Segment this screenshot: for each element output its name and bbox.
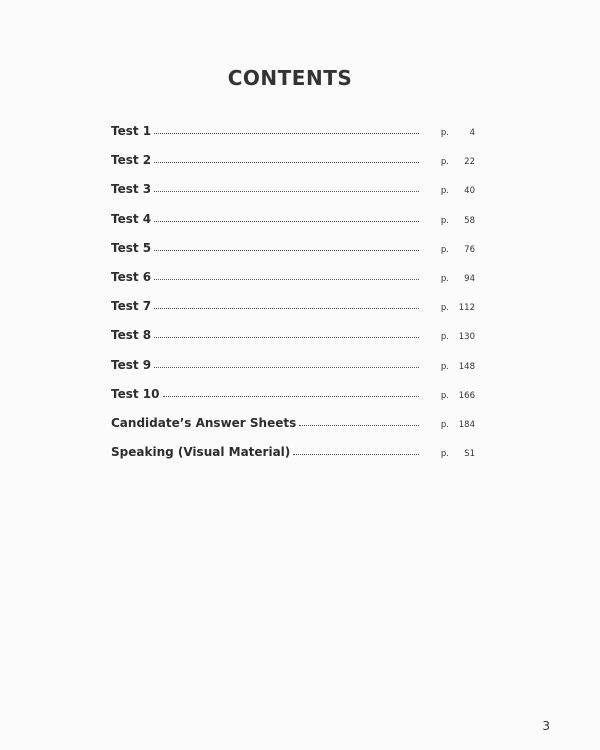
toc-page-prefix: p. (440, 390, 449, 401)
toc-page-prefix: p. (440, 303, 449, 314)
toc-page-prefix: p. (440, 186, 449, 197)
toc-page-number: 94 (464, 273, 475, 284)
toc-page-prefix: p. (440, 215, 449, 226)
toc-entry (111, 241, 475, 270)
toc-entry-label: Test 6 (111, 269, 152, 284)
toc-entry-label: Candidate’s Answer Sheets (111, 415, 297, 430)
dot-leader (163, 396, 420, 397)
toc-page-prefix: p. (440, 273, 449, 284)
toc-entry-label: Test 9 (111, 357, 152, 372)
toc-page-prefix: p. (440, 128, 449, 138)
toc-entry (111, 124, 475, 153)
dot-leader (154, 308, 419, 309)
page-number: 3 (542, 719, 550, 733)
toc-page-prefix: p. (440, 449, 449, 460)
toc-page-number: 76 (464, 244, 475, 255)
toc-page-number: 112 (458, 303, 475, 314)
dot-leader (293, 454, 419, 455)
toc-entry (111, 299, 475, 328)
toc-page-number: 40 (464, 186, 475, 197)
toc-page-number: 4 (469, 128, 475, 138)
table-of-contents (111, 124, 475, 474)
toc-entry (111, 270, 475, 299)
toc-entry (111, 328, 475, 357)
toc-page-number: 22 (464, 157, 475, 168)
toc-page-prefix: p. (440, 332, 449, 343)
toc-page-number: 148 (458, 361, 475, 372)
dot-leader (154, 367, 419, 368)
toc-page-number: 58 (464, 215, 475, 226)
toc-entry (111, 153, 475, 182)
page-title: CONTENTS (227, 66, 353, 90)
dot-leader (154, 337, 419, 338)
toc-entry-label: Test 1 (111, 124, 152, 138)
toc-page-number: 166 (458, 390, 475, 401)
toc-entry (111, 212, 475, 241)
dot-leader (154, 133, 419, 134)
toc-page-number: 130 (458, 332, 475, 343)
toc-page-prefix: p. (440, 361, 449, 372)
toc-entry-label: Test 7 (111, 299, 152, 314)
dot-leader (154, 162, 419, 163)
dot-leader (154, 279, 419, 280)
toc-page-number: S1 (464, 449, 475, 460)
toc-entry-label: Test 2 (111, 153, 152, 168)
dot-leader (154, 221, 419, 222)
toc-entry-label: Test 8 (111, 328, 152, 343)
toc-page-number: 184 (458, 419, 475, 430)
toc-entry-label: Test 5 (111, 240, 152, 255)
dot-leader (154, 250, 419, 251)
toc-entry (111, 182, 475, 211)
toc-entry (111, 416, 475, 445)
toc-entry (111, 358, 475, 387)
toc-entry-label: Test 4 (111, 211, 152, 226)
toc-entry-label: Speaking (Visual Material) (111, 445, 291, 460)
toc-entry (111, 445, 475, 474)
toc-entry (111, 387, 475, 416)
toc-entry-label: Test 3 (111, 182, 152, 197)
dot-leader (154, 191, 419, 192)
toc-page-prefix: p. (440, 244, 449, 255)
toc-entry-label: Test 10 (111, 386, 160, 401)
toc-page-prefix: p. (440, 419, 449, 430)
dot-leader (299, 425, 419, 426)
toc-page-prefix: p. (440, 157, 449, 168)
